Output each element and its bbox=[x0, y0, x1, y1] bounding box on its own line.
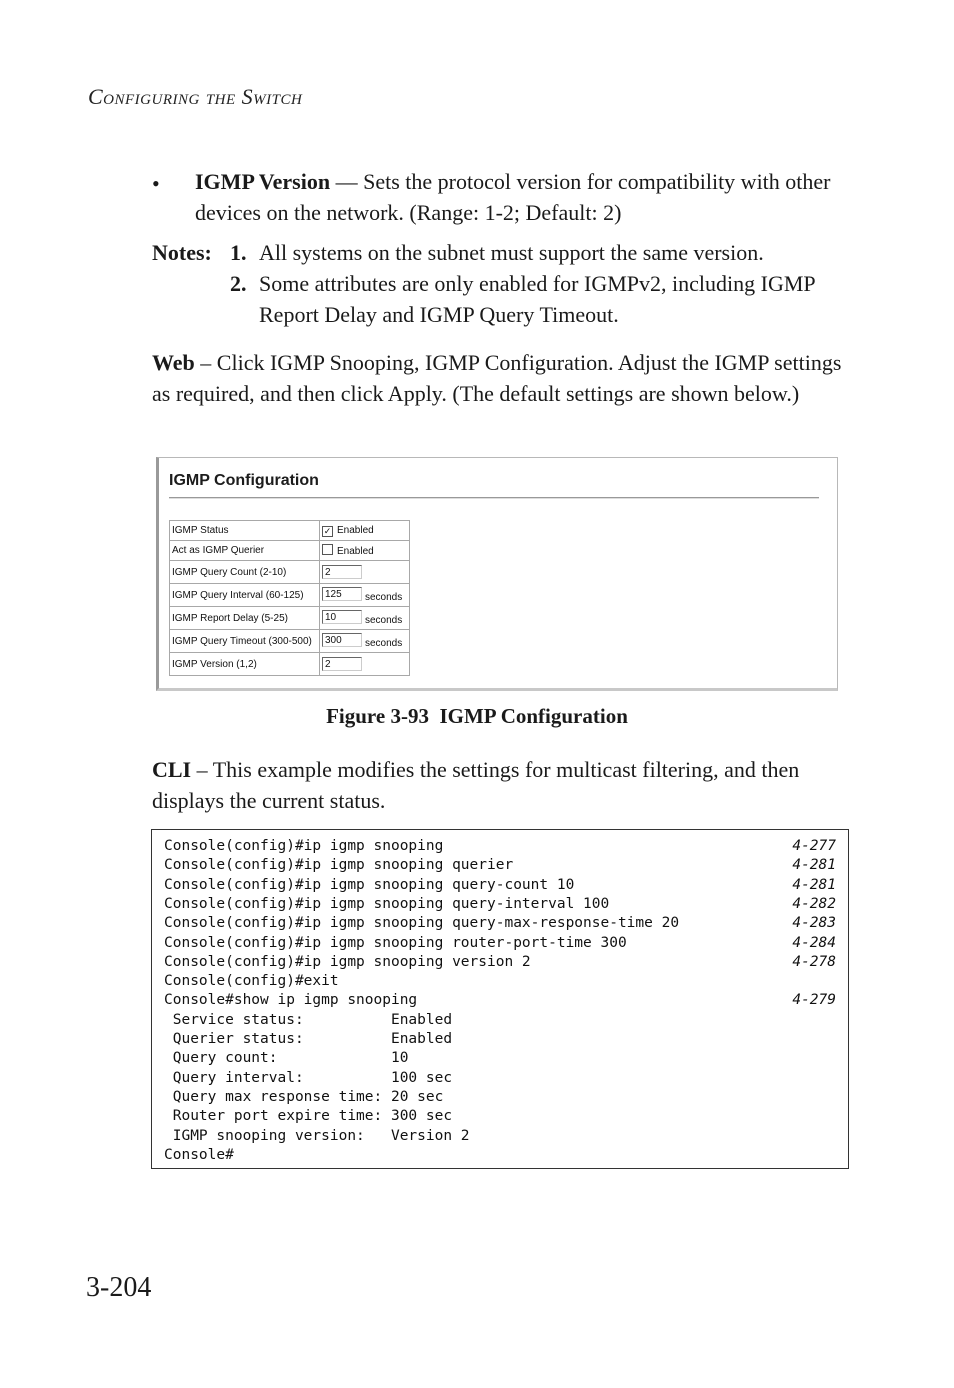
igmp-status-checkbox[interactable]: ✓ bbox=[323, 525, 332, 536]
bullet-description: — Sets the protocol version for compatibility with other devices on the network. (Range: 1-2; Default: 2) bbox=[195, 169, 831, 225]
row-query-count bbox=[170, 561, 410, 584]
web-term: Web bbox=[152, 350, 195, 375]
code-line: Query max response time: 20 sec bbox=[164, 1088, 444, 1105]
igmp-config-screenshot bbox=[156, 457, 838, 691]
igmp-version-bullet bbox=[195, 166, 845, 228]
cli-text: – This example modifies the settings for multicast filtering, and then displays the current status. bbox=[152, 757, 800, 813]
running-header: Configuring the Switch bbox=[88, 84, 303, 109]
bullet-term: IGMP Version bbox=[195, 169, 331, 194]
unit-label: seconds bbox=[365, 638, 403, 650]
row-label: IGMP Query Count (2-10) bbox=[170, 561, 320, 584]
note-text: Some attributes are only enabled for IGMPv2, including IGMP Report Delay and IGMP Query Timeout. bbox=[259, 271, 815, 327]
note-number: 2. bbox=[230, 271, 247, 296]
report-delay-input[interactable]: 10 bbox=[322, 610, 362, 624]
bullet-marker: • bbox=[152, 171, 160, 196]
igmp-settings-table bbox=[169, 520, 410, 676]
command-reference: 4-281 bbox=[792, 857, 836, 874]
query-timeout-input[interactable]: 300 bbox=[322, 633, 362, 647]
web-text: – Click IGMP Snooping, IGMP Configuration. Adjust the IGMP settings as required, and then click Apply. (The default settings are shown below.) bbox=[152, 350, 842, 406]
code-line: Router port expire time: 300 sec bbox=[164, 1108, 453, 1125]
note-text: All systems on the subnet must support the same version. bbox=[259, 240, 764, 265]
title-divider bbox=[169, 497, 819, 499]
command-reference: 4-281 bbox=[792, 876, 836, 893]
note-number: 1. bbox=[230, 240, 247, 265]
row-label: IGMP Report Delay (5-25) bbox=[170, 607, 320, 630]
row-value bbox=[320, 584, 410, 607]
figure-caption bbox=[0, 704, 954, 729]
code-line: Console#show ip igmp snooping bbox=[164, 992, 418, 1009]
row-query-interval bbox=[170, 584, 410, 607]
code-line: Service status: Enabled bbox=[164, 1011, 453, 1028]
row-igmp-version bbox=[170, 653, 410, 676]
row-label: IGMP Query Interval (60-125) bbox=[170, 584, 320, 607]
row-label: IGMP Query Timeout (300-500) bbox=[170, 630, 320, 653]
code-line: IGMP snooping version: Version 2 bbox=[164, 1127, 470, 1144]
code-line: Console(config)#ip igmp snooping router-port-time 300 bbox=[164, 934, 627, 951]
row-value bbox=[320, 630, 410, 653]
code-line: Console(config)#ip igmp snooping query-max-response-time 20 bbox=[164, 915, 680, 932]
code-line: Console(config)#ip igmp snooping query-interval 100 bbox=[164, 895, 610, 912]
command-reference: 4-284 bbox=[792, 934, 836, 951]
row-value bbox=[320, 521, 410, 541]
code-line: Console# bbox=[164, 1146, 234, 1163]
row-query-timeout bbox=[170, 630, 410, 653]
notes-block bbox=[152, 237, 852, 330]
code-line: Querier status: Enabled bbox=[164, 1031, 453, 1047]
row-value bbox=[320, 607, 410, 630]
query-count-input[interactable]: 2 bbox=[322, 565, 362, 579]
note-2 bbox=[152, 268, 852, 330]
notes-label: Notes: bbox=[152, 240, 212, 265]
code-line: Console(config)#ip igmp snooping bbox=[164, 838, 444, 854]
cli-example-box bbox=[151, 829, 849, 1169]
code-line: Query interval: 100 sec bbox=[164, 1069, 453, 1086]
command-reference: 4-282 bbox=[792, 895, 836, 912]
cli-term: CLI bbox=[152, 757, 192, 782]
row-report-delay bbox=[170, 607, 410, 630]
row-igmp-status bbox=[170, 521, 410, 541]
unit-label: seconds bbox=[365, 592, 403, 604]
querier-checkbox[interactable] bbox=[322, 544, 333, 555]
row-value bbox=[320, 653, 410, 676]
row-label: Act as IGMP Querier bbox=[170, 541, 320, 561]
row-value bbox=[320, 561, 410, 584]
row-label: IGMP Status bbox=[170, 521, 320, 541]
figure-number: Figure 3-93 bbox=[326, 704, 429, 728]
note-1 bbox=[152, 237, 852, 268]
row-value bbox=[320, 541, 410, 561]
igmp-version-input[interactable]: 2 bbox=[322, 657, 362, 671]
web-instructions bbox=[152, 347, 852, 409]
query-interval-input[interactable]: 125 bbox=[322, 587, 362, 601]
command-reference: 4-279 bbox=[792, 992, 836, 1009]
code-line: Console(config)#ip igmp snooping version 2 bbox=[164, 953, 531, 970]
code-line: Query count: 10 bbox=[164, 1050, 409, 1067]
checkbox-label: Enabled bbox=[337, 546, 374, 557]
row-act-as-querier bbox=[170, 541, 410, 561]
command-reference: 4-277 bbox=[792, 838, 836, 854]
unit-label: seconds bbox=[365, 615, 403, 627]
code-line: Console(config)#ip igmp snooping querier bbox=[164, 857, 514, 874]
checkbox-label: Enabled bbox=[337, 524, 374, 536]
command-reference: 4-283 bbox=[792, 915, 836, 932]
row-label: IGMP Version (1,2) bbox=[170, 653, 320, 676]
command-reference: 4-278 bbox=[792, 953, 836, 970]
code-line: Console(config)#ip igmp snooping query-count 10 bbox=[164, 876, 575, 893]
panel-title: IGMP Configuration bbox=[169, 472, 319, 489]
page-number: 3-204 bbox=[86, 1272, 152, 1303]
cli-instructions bbox=[152, 754, 852, 816]
figure-title: IGMP Configuration bbox=[439, 704, 628, 728]
code-line: Console(config)#exit bbox=[164, 973, 339, 990]
